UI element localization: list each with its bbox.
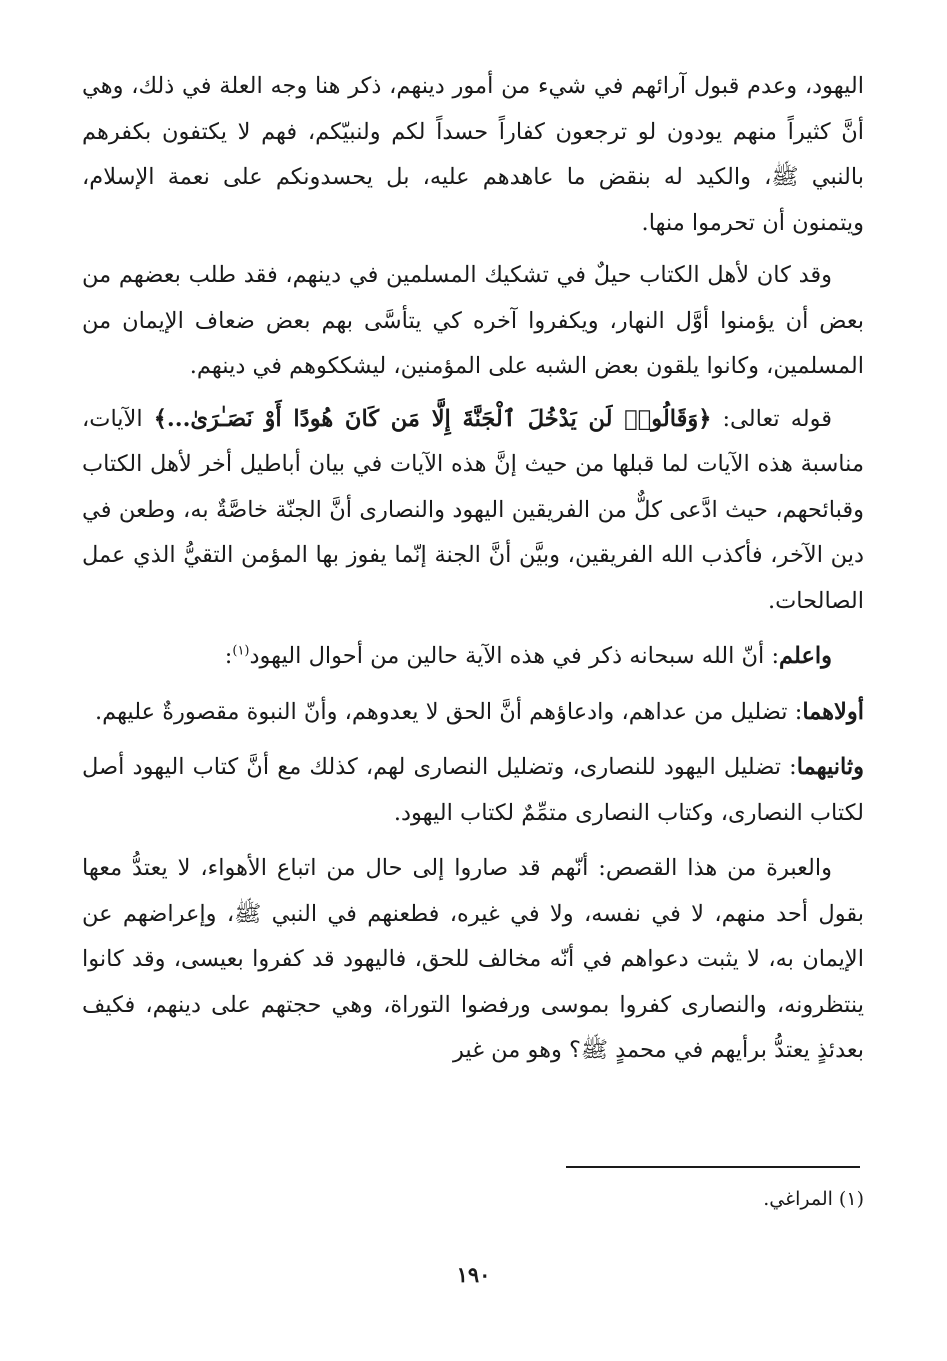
paragraph-4-text: : أنّ الله سبحانه ذكر في هذه الآية حالين من أحوال اليهود: [249, 643, 780, 669]
paragraph-4-end: :: [224, 643, 233, 669]
paragraph-6-text: : تضليل اليهود للنصارى، وتضليل النصارى لهم، كذلك مع أنَّ كتاب اليهود أصل لكتاب النصارى، وكتاب النصارى متمِّمٌ لكتاب اليهود.: [82, 754, 864, 826]
page-number: ١٩٠: [456, 1262, 491, 1287]
lead-word-first: أولاهما: [802, 698, 864, 725]
paragraph-5-text: : تضليل من عداهم، وادعاؤهم أنَّ الحق لا يعدوهم، وأنّ النبوة مقصورةٌ عليهم.: [94, 698, 803, 725]
paragraph-6: [82, 745, 864, 836]
paragraph-1: اليهود، وعدم قبول آرائهم في شيء من أمور دينهم، ذكر هنا وجه العلة في ذلك، وهي أنَّ كثيراً منهم يودون لو ترجعون كفاراً حسداً لكم ولنبيّكم، فهم لا يكتفون بكفرهم بالنبي ﷺ، والكيد له بنقض ما عاهدهم عليه، بل يحسدونكم على نعمة الإسلام، ويتمنون أن تحرموا منها.: [82, 73, 864, 236]
footnote: (١) المراغي.: [763, 1188, 864, 1210]
paragraph-2: وقد كان لأهل الكتاب حيلٌ في تشكيك المسلمين في دينهم، فقد طلب بعضهم من بعض أن يؤمنوا أوَّل النهار، ويكفروا آخره كي يتأسَّى بهم بعض ضعاف الإيمان من المسلمين، وكانوا يلقون بعض الشبه على المؤمنين، ليشككوهم في دينهم.: [82, 262, 864, 379]
lead-word-second: وثانيهما: [796, 754, 864, 780]
lead-word-know: واعلم: [779, 643, 832, 669]
page-body: [82, 64, 864, 1081]
paragraph-5: [82, 690, 864, 736]
footnote-divider: [566, 1166, 860, 1168]
paragraph-4: [82, 634, 864, 680]
verse-intro: قوله تعالى:: [711, 405, 832, 432]
footnote-reference: (١): [232, 643, 250, 659]
paragraph-7: والعبرة من هذا القصص: أنّهم قد صاروا إلى حال من اتباع الأهواء، لا يعتدُّ معها بقول أحد منهم، لا في نفسه، ولا في غيره، فطعنهم في النبي ﷺ، وإعراضهم عن الإيمان به، لا يثبت دعواهم في أنّه مخالف للحق، فاليهود قد كفروا بعيسى، وقد كانوا ينتظرونه، والنصارى كفروا بموسى ورفضوا التوراة، وهي حجتهم على دينهم، فكيف بعدئذٍ يعتدُّ برأيهم في محمدٍ ﷺ؟ وهو من غير: [82, 855, 864, 1063]
paragraph-3: [82, 397, 864, 625]
quran-verse: ﴿وَقَالُوا۟ لَن يَدْخُلَ ٱلْجَنَّةَ إِلَّا مَن كَانَ هُودًا أَوْ نَصَـٰرَىٰ...﴾: [153, 405, 712, 432]
paragraph-3-text: الآيات، مناسبة هذه الآيات لما قبلها من حيث إنَّ هذه الآيات في بيان أباطيل أخر لأهل الكتاب وقبائحهم، حيث ادَّعى كلٌّ من الفريقين اليهود والنصارى أنَّ الجنّة خاصَّةٌ به، وطعن في دين الآخر، فأكذب الله الفريقين، وبيَّن أنَّ الجنة إنّما يفوز بها المؤمن التقيُّ الذي عمل الصالحات.: [82, 405, 864, 614]
